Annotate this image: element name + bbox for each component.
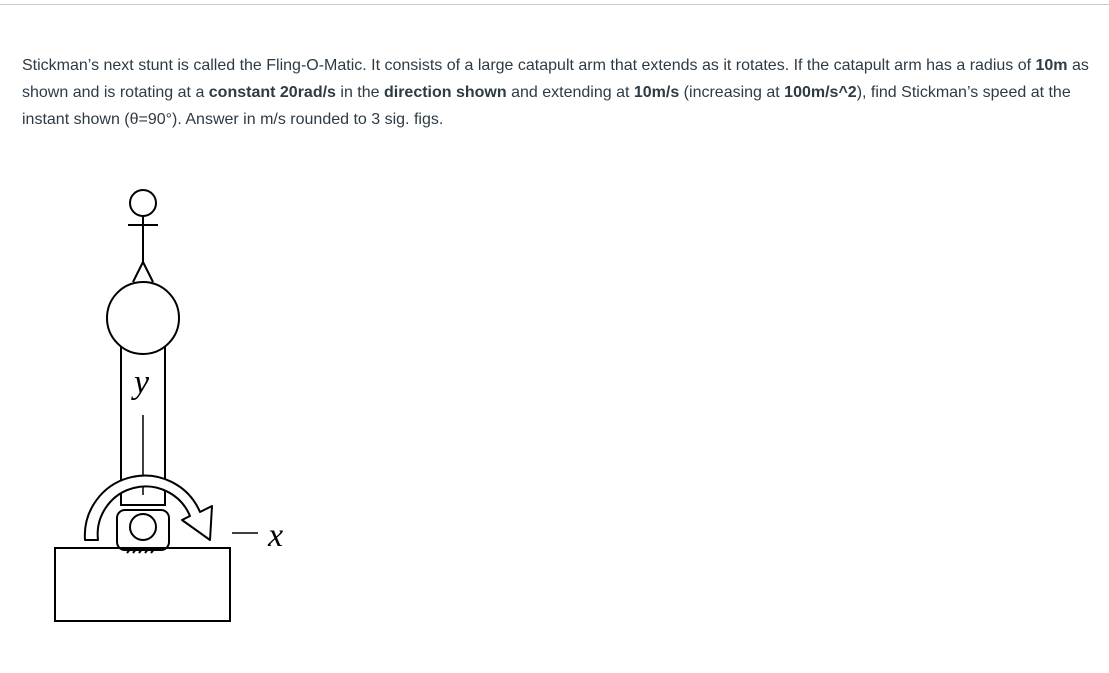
question-segment: as shown and is rotating at a: [22, 57, 1089, 101]
rotation-direction-arrow: [85, 476, 212, 540]
question-segment: Stickman’s next stunt is called the Fling-O-Matic. It consists of a large catapult arm that extends as it rotates. If the catapult arm has a radius of: [22, 57, 1036, 74]
pivot-mount: [117, 510, 169, 553]
question-emphasis: 100m/s^2: [784, 84, 857, 101]
x-axis-label: x: [268, 517, 284, 554]
question-emphasis: direction shown: [383, 84, 507, 101]
question-segment: (increasing at: [679, 84, 785, 101]
question-emphasis: constant 20rad/s: [208, 84, 336, 101]
y-axis-label: y: [134, 364, 150, 401]
stickman: [128, 190, 158, 282]
question-emphasis: 10m: [1035, 57, 1068, 74]
payload-ball: [107, 282, 179, 354]
stickman-head: [130, 190, 156, 216]
question-segment: ), find Stickman’s speed at the instant shown (θ=90°). Answer in m/s rounded to 3 sig. figs.: [22, 84, 1071, 128]
base-block: [55, 548, 230, 621]
question-segment: and extending at: [506, 84, 634, 101]
question-segment: in the: [335, 84, 384, 101]
question-emphasis: 10m/s: [633, 84, 680, 101]
